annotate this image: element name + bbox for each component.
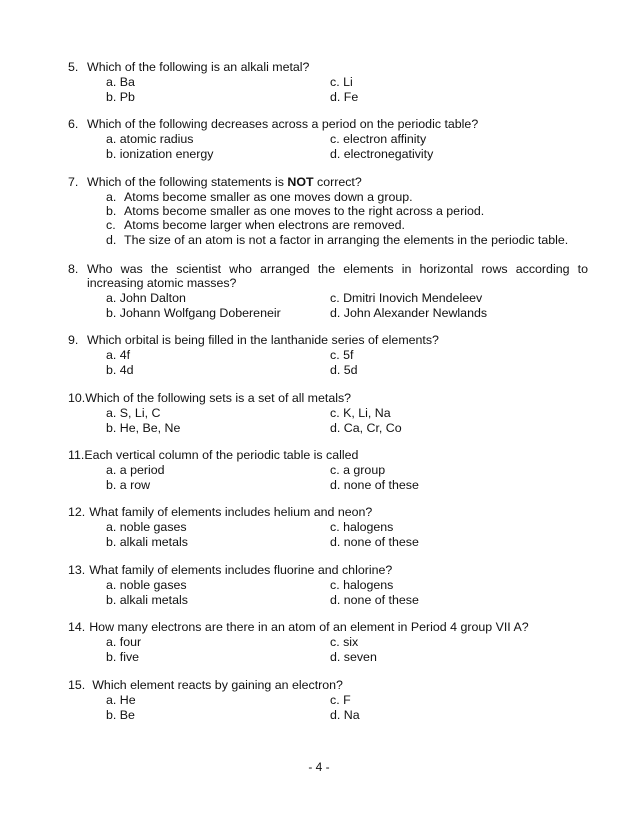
option-c: c. F	[330, 693, 351, 707]
question-13	[68, 563, 588, 608]
option-c: c. 5f	[330, 348, 354, 362]
question-number: 5.	[68, 60, 79, 74]
question-number: 15.	[68, 678, 86, 692]
option-b: b. alkali metals	[106, 535, 188, 549]
option-b: b. alkali metals	[106, 593, 188, 607]
question-text: How many electrons are there in an atom of an element in Period 4 group VII A?	[89, 620, 529, 634]
option-a: a. noble gases	[106, 578, 187, 592]
option-a: a. four	[106, 635, 142, 649]
option-d: d. none of these	[330, 593, 419, 607]
question-text: Which orbital is being filled in the lanthanide series of elements?	[87, 333, 439, 347]
option-c: c. halogens	[330, 520, 394, 534]
emphasis-not: NOT	[287, 175, 314, 189]
question-text: What family of elements includes fluorine and chlorine?	[89, 563, 393, 577]
question-text: Which of the following decreases across a period on the periodic table?	[87, 117, 479, 131]
option-b: b. a row	[106, 478, 151, 492]
option-b: b. He, Be, Ne	[106, 421, 181, 435]
list-item: b. Atoms become smaller as one moves to the right across a period.	[106, 204, 485, 219]
question-15	[68, 678, 588, 723]
option-c: c. six	[330, 635, 359, 649]
question-number: 10.	[68, 391, 86, 405]
option-c: c. Li	[330, 75, 353, 89]
question-number: 6.	[68, 117, 79, 131]
question-number: 12.	[68, 505, 86, 519]
option-c: c. a group	[330, 463, 386, 477]
option-a: a. 4f	[106, 348, 131, 362]
option-d: d. Fe	[330, 90, 359, 104]
option-a: a. atomic radius	[106, 132, 194, 146]
option-b: b. Be	[106, 708, 135, 722]
question-6	[68, 117, 588, 162]
option-b: b. five	[106, 650, 140, 664]
question-text: Which of the following statements is NOT correct?	[87, 175, 362, 189]
option-d: d. 5d	[330, 363, 358, 377]
question-9	[68, 333, 588, 378]
page-number: - 4 -	[308, 760, 330, 774]
option-a: a. a period	[106, 463, 165, 477]
option-b: b. Pb	[106, 90, 135, 104]
question-8	[68, 262, 588, 321]
option-d: d. seven	[330, 650, 377, 664]
question-number: 7.	[68, 175, 79, 189]
option-d: d. Ca, Cr, Co	[330, 421, 402, 435]
list-item: a. Atoms become smaller as one moves down a group.	[106, 190, 413, 204]
option-b: b. ionization energy	[106, 147, 214, 161]
question-text: Who was the scientist who arranged the elements in horizontal rows according to increasing atomic masses?	[87, 262, 588, 290]
option-d: d. none of these	[330, 535, 419, 549]
question-text: What family of elements includes helium and neon?	[89, 505, 373, 519]
option-d: d. none of these	[330, 478, 419, 492]
question-5	[68, 60, 588, 105]
question-number: 8.	[68, 262, 79, 276]
list-item: c. Atoms become larger when electrons are removed.	[106, 218, 405, 233]
question-text: Which element reacts by gaining an electron?	[92, 678, 343, 692]
question-7	[68, 175, 588, 247]
option-c: c. electron affinity	[330, 132, 427, 146]
option-c: c. K, Li, Na	[330, 406, 391, 420]
question-text: Which of the following sets is a set of all metals?	[85, 391, 352, 405]
option-a: a. He	[106, 693, 136, 707]
option-d: d. electronegativity	[330, 147, 434, 161]
option-b: b. Johann Wolfgang Dobereneir	[106, 306, 281, 320]
list-item: d. The size of an atom is not a factor in arranging the elements in the periodic table.	[106, 232, 569, 247]
question-text: Each vertical column of the periodic table is called	[84, 448, 359, 462]
question-12	[68, 505, 588, 550]
question-text: Which of the following is an alkali metal?	[87, 60, 310, 74]
question-number: 11.	[68, 448, 85, 462]
question-11	[68, 448, 588, 493]
question-number: 9.	[68, 333, 79, 347]
option-d: d. Na	[330, 708, 360, 722]
question-10	[68, 391, 588, 436]
question-14	[68, 620, 588, 665]
question-number: 13.	[68, 563, 86, 577]
option-a: a. Ba	[106, 75, 135, 89]
option-c: c. halogens	[330, 578, 394, 592]
option-d: d. John Alexander Newlands	[330, 306, 488, 320]
option-a: a. noble gases	[106, 520, 187, 534]
option-a: a. S, Li, C	[106, 406, 161, 420]
option-c: c. Dmitri Inovich Mendeleev	[330, 291, 483, 305]
option-b: b. 4d	[106, 363, 134, 377]
option-a: a. John Dalton	[106, 291, 186, 305]
question-number: 14.	[68, 620, 86, 634]
